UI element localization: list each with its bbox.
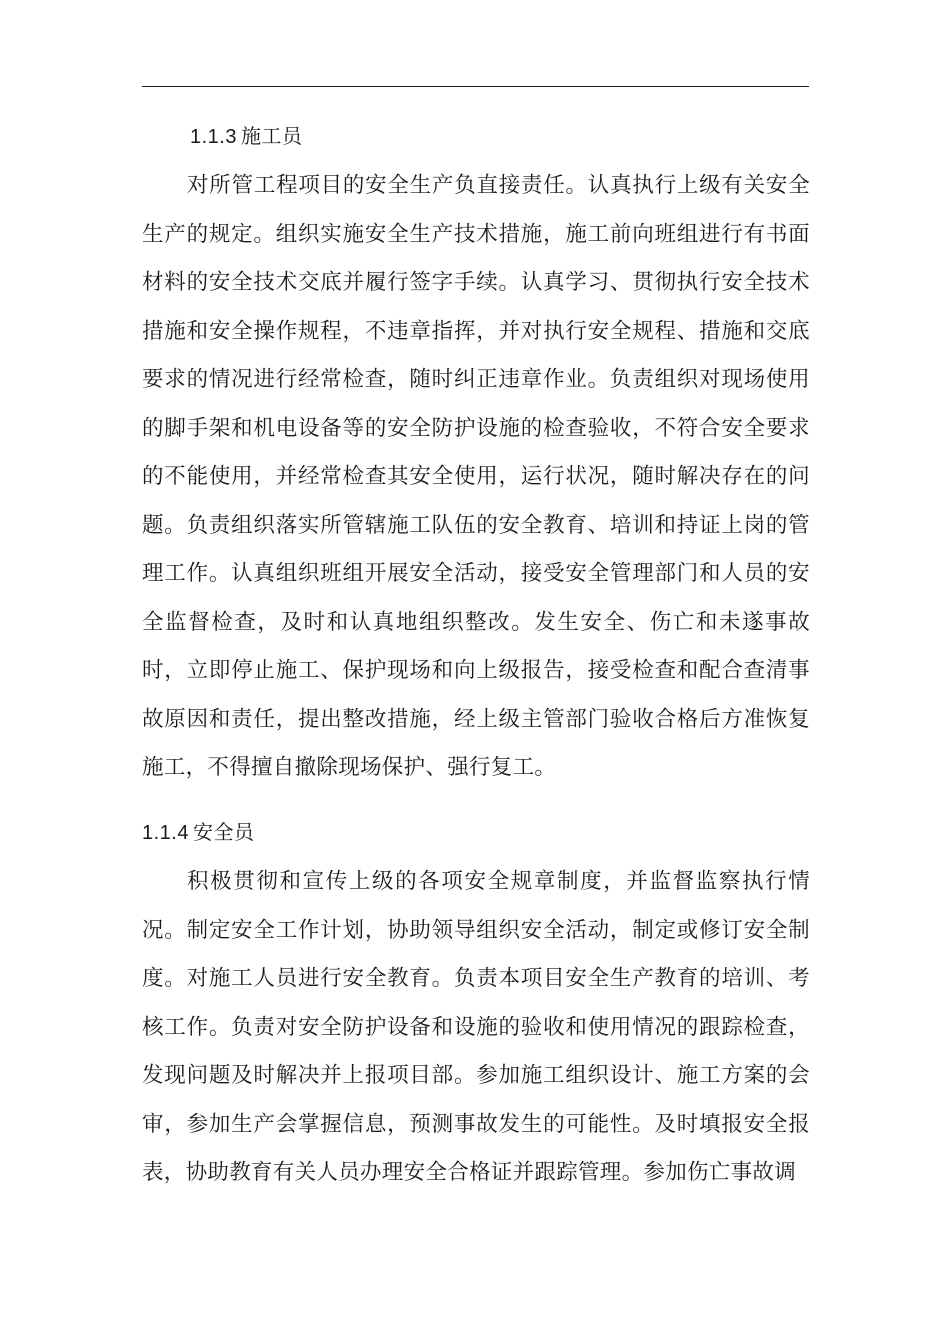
section-heading-1-1-3 <box>190 122 302 151</box>
section-body-1-1-4: 积极贯彻和宣传上级的各项安全规章制度，并监督监察执行情况。制定安全工作计划，协助领导组织安全活动，制定或修订安全制度。对施工人员进行安全教育。负责本项目安全生产教育的培训、考核工作。负责对安全防护设备和设施的验收和使用情况的跟踪检查，发现问题及时解决并上报项目部。参加施工组织设计、施工方案的会审，参加生产会掌握信息，预测事故发生的可能性。及时填报安全报表，协助教育有关人员办理安全合格证并跟踪管理。参加伤亡事故调 <box>142 869 810 1185</box>
section-title: 安全员 <box>192 820 255 844</box>
section-body-1-1-3: 对所管工程项目的安全生产负直接责任。认真执行上级有关安全生产的规定。组织实施安全生产技术措施，施工前向班组进行有书面材料的安全技术交底并履行签字手续。认真学习、贯彻执行安全技术措施和安全操作规程，不违章指挥，并对执行安全规程、措施和交底要求的情况进行经常检查，随时纠正违章作业。负责组织对现场使用的脚手架和机电设备等的安全防护设施的检查验收，不符合安全要求的不能使用，并经常检查其安全使用，运行状况，随时解决存在的问题。负责组织落实所管辖施工队伍的安全教育、培训和持证上岗的管理工作。认真组织班组开展安全活动，接受安全管理部门和人员的安全监督检查，及时和认真地组织整改。发生安全、伤亡和未遂事故时，立即停止施工、保护现场和向上级报告，接受检查和配合查清事故原因和责任，提出整改措施，经上级主管部门验收合格后方准恢复施工，不得擅自撤除现场保护、强行复工。 <box>142 173 810 780</box>
section-number: 1.1.4 <box>142 822 189 844</box>
section-number: 1.1.3 <box>190 126 237 148</box>
section-heading-1-1-4 <box>142 818 254 847</box>
header-rule <box>142 86 809 87</box>
section-title: 施工员 <box>240 124 303 148</box>
